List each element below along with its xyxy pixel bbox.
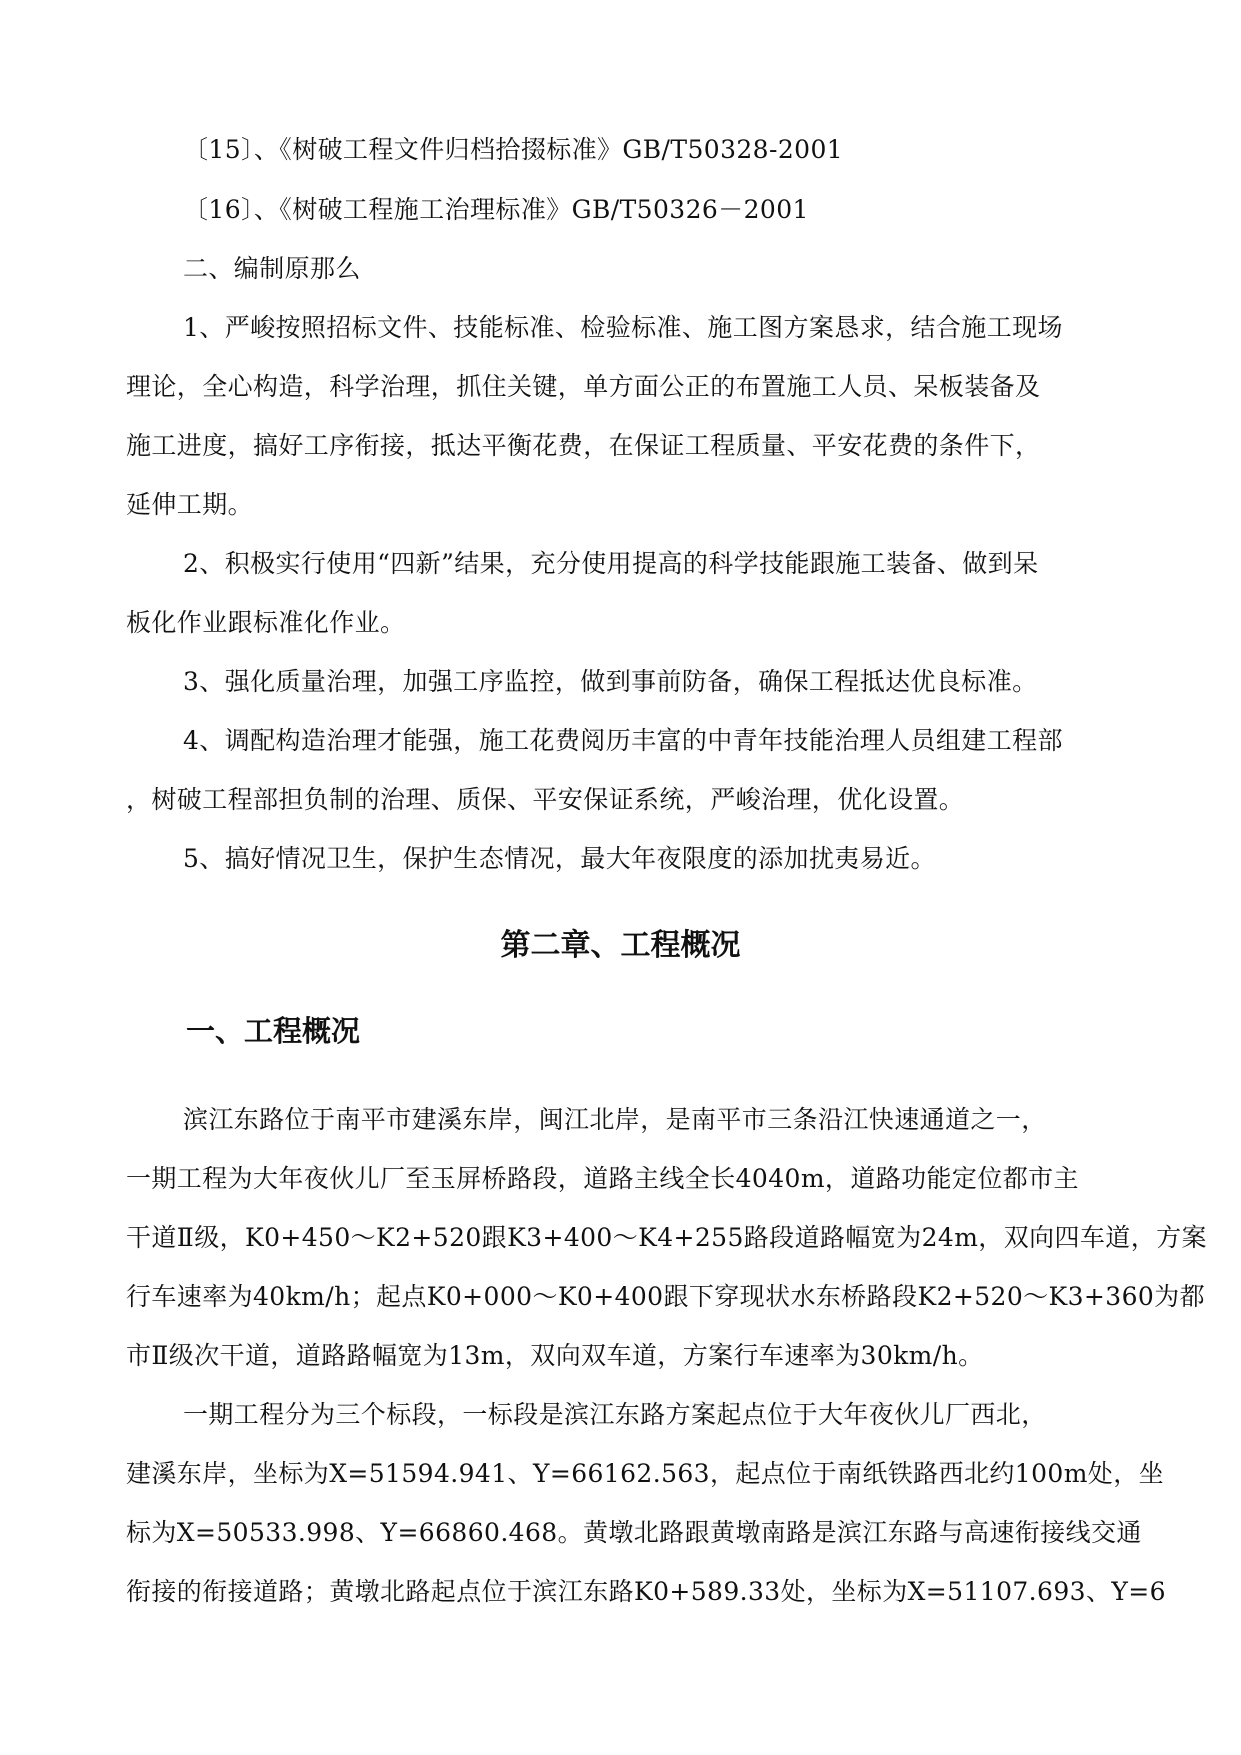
paragraph-line: 施工进度，搞好工序衔接，抵达平衡花费，在保证工程质量、平安花费的条件下， — [126, 431, 1041, 460]
paragraph-line: 3、强化质量治理，加强工序监控，做到事前防备，确保工程抵达优良标准。 — [183, 667, 1038, 696]
paragraph-line: 理论，全心构造，科学治理，抓住关键，单方面公正的布置施工人员、呆板装备及 — [126, 372, 1041, 401]
paragraph-line: 干道Ⅱ级，K0+450～K2+520跟K3+400～K4+255路段道路幅宽为24m，双向四车道，方案 — [126, 1223, 1207, 1252]
paragraph-line: 一期工程为大年夜伙儿厂至玉屏桥路段，道路主线全长4040m，道路功能定位都市主 — [126, 1164, 1079, 1193]
paragraph-line: 2、积极实行使用“四新”结果，充分使用提高的科学技能跟施工装备、做到呆 — [183, 549, 1039, 578]
paragraph-line: 4、调配构造治理才能强，施工花费阅历丰富的中青年技能治理人员组建工程部 — [183, 726, 1063, 755]
reference-item: 〔16〕、《树破工程施工治理标准》GB/T50326－2001 — [183, 195, 809, 224]
paragraph-line: 1、严峻按照招标文件、技能标准、检验标准、施工图方案恳求，结合施工现场 — [183, 313, 1063, 342]
paragraph-line: 标为X=50533.998、Y=66860.468。黄墩北路跟黄墩南路是滨江东路与高速衔接线交通 — [126, 1518, 1142, 1547]
paragraph-line: 行车速率为40km/h；起点K0+000～K0+400跟下穿现状水东桥路段K2+520～K3+360为都 — [126, 1282, 1205, 1311]
paragraph-line: 衔接的衔接道路；黄墩北路起点位于滨江东路K0+589.33处，坐标为X=51107.693、Y=6 — [126, 1577, 1166, 1606]
paragraph-line: 5、搞好情况卫生，保护生态情况，最大年夜限度的添加扰夷易近。 — [183, 844, 936, 873]
paragraph-line: 一期工程分为三个标段，一标段是滨江东路方案起点位于大年夜伙儿厂西北， — [183, 1400, 1047, 1429]
paragraph-line: 滨江东路位于南平市建溪东岸，闽江北岸，是南平市三条沿江快速通道之一， — [183, 1105, 1047, 1134]
paragraph-line: 市Ⅱ级次干道，道路路幅宽为13m，双向双车道，方案行车速率为30km/h。 — [126, 1341, 984, 1370]
section-title: 一、工程概况 — [186, 1014, 361, 1048]
paragraph-line: 板化作业跟标准化作业。 — [126, 608, 406, 637]
paragraph-line: ，树破工程部担负制的治理、质保、平安保证系统，严峻治理，优化设置。 — [126, 785, 965, 814]
principles-heading: 二、编制原那么 — [183, 254, 361, 283]
chapter-title: 第二章、工程概况 — [500, 928, 741, 963]
reference-item: 〔15〕、《树破工程文件归档拾掇标准》GB/T50328-2001 — [183, 135, 844, 164]
paragraph-line: 延伸工期。 — [126, 490, 254, 519]
paragraph-line: 建溪东岸，坐标为X=51594.941、Y=66162.563，起点位于南纸铁路西北约100m处，坐 — [126, 1459, 1165, 1488]
